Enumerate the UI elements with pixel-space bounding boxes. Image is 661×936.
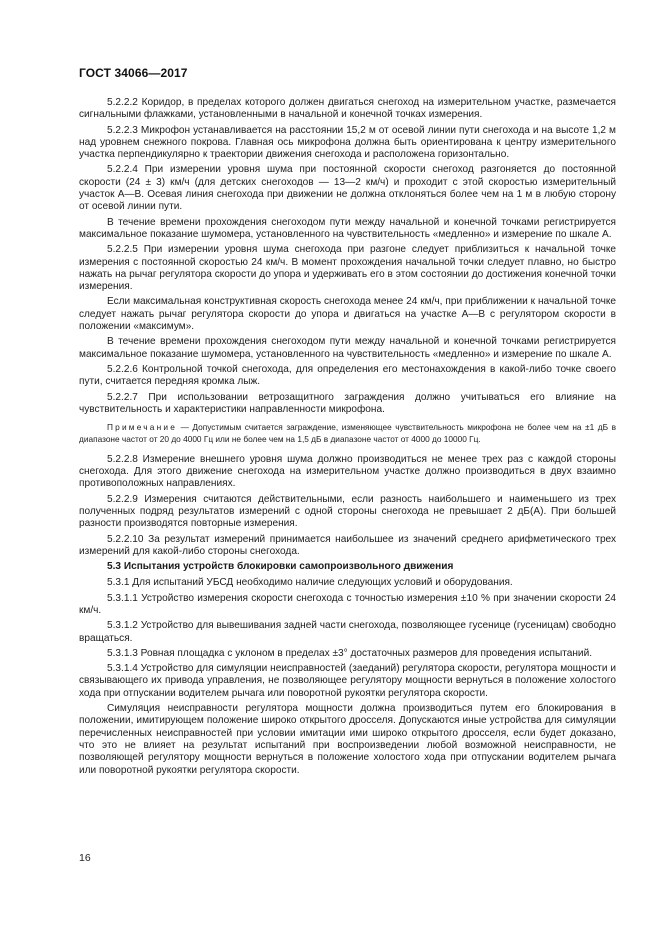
note-label: Примечание: [107, 422, 178, 433]
paragraph-5-3-1-3: 5.3.1.3 Ровная площадка с уклоном в пределах ±3° достаточных размеров для проведения испытаний.: [107, 647, 593, 659]
paragraph-5-2-2-4: 5.2.2.4 При измерении уровня шума при постоянной скорости снегоход разгоняется до постоянной скорости (24 ± 3) км/ч (для детских снегоходов — 13—2 км/ч) и проходит с этой скоростью измерительный участок А—В. Осевая линия снегохода при движении не должна отклоняться более чем на 1 м в любую сторону от осевой линии пути.: [79, 164, 616, 213]
paragraph-5-2-2-7: 5.2.2.7 При использовании ветрозащитного заграждения должно учитываться его влияние на чувствительность и характеристики направленности микрофона.: [79, 391, 616, 415]
section-heading-5-3: 5.3 Испытания устройств блокировки самопроизвольного движения: [107, 561, 454, 573]
document-code-header: ГОСТ 34066—2017: [79, 66, 188, 80]
paragraph-5-2-2-3: 5.2.2.3 Микрофон устанавливается на расстоянии 15,2 м от осевой линии пути снегохода и на высоте 1,2 м над уровнем снежного покрова. Главная ось микрофона должна быть ориентирована к центру измерительного участка перпендикулярно к траектории движения снегохода и расположена горизонтально.: [79, 124, 616, 161]
paragraph-5-2-2-6: 5.2.2.6 Контрольной точкой снегохода, для определения его местонахождения в какой-либо точке своего пути, считается передняя кромка лыж.: [79, 363, 616, 388]
paragraph-max-speed-case: Если максимальная конструктивная скорость снегохода менее 24 км/ч, при приближении к начальной точке следует нажать рычаг регулятора скорости до упора и двигаться на участке А—В с регулятором скорости в положении «максимум».: [79, 296, 616, 333]
note-paragraph: [79, 421, 616, 446]
paragraph-5-2-2-2: 5.2.2.2 Коридор, в пределах которого должен двигаться снегоход на измерительном участке, размечается сигнальными флажками, установленными в начальной и конечной точках измерения.: [79, 97, 616, 121]
paragraph-measurement-registration: В течение времени прохождения снегоходом пути между начальной и конечной точками регистрируется максимальное показание шумомера, установленного на чувствительность «медленно» и измерение по шкале А.: [79, 216, 616, 240]
paragraph-5-2-2-5: 5.2.2.5 При измерении уровня шума снегохода при разгоне следует приблизиться к начальной точке измерения с постоянной скоростью 24 км/ч. В момент прохождения начальной точки следует плавно, но быстро нажать на рычаг регулятора скорости до упора и удерживать его в этом состоянии до достижения конечной точки измерения.: [79, 244, 616, 293]
paragraph-measurement-registration-2: В течение времени прохождения снегоходом пути между начальной и конечной точками регистрируется максимальное показание шумомера, установленного на чувствительность «медленно» и измерение по шкале А.: [79, 336, 616, 360]
paragraph-5-3-1-4: 5.3.1.4 Устройство для симуляции неисправностей (заеданий) регулятора скорости, регулятора мощности и связывающего их привода управления, не позволяющее регулятору мощности вернуться в положение холостого хода при отпускании водителем рычага или поворотной рукоятки регулятора скорости.: [79, 663, 616, 699]
paragraph-5-3-1-1: 5.3.1.1 Устройство измерения скорости снегохода с точностью измерения ±10 % при значении скорости 24 км/ч.: [79, 592, 616, 616]
paragraph-simulation: Симуляция неисправности регулятора мощности должна производиться путем его блокирования в положении, имитирующем положение широко открытого дросселя. Допускаются иные устройства для симуляции перечисленных неисправностей при условии имитации ими широко открытого дросселя, если будет доказано, что это не влияет на результат испытаний при воспроизведении любой возможной неисправности, не позволяющей регулятору мощности вернуться в положение холостого хода при отпускании водителем рычага или поворотной рукоятки регулятора скорости.: [79, 703, 616, 776]
note-text: — Допустимым считается заграждение, изменяющее чувствительность микрофона не более чем на ±1 дБ в диапазоне частот от 20 до 4000 Гц или не более чем на 1,5 дБ в диапазоне частот от 4000 до 10000 Гц.: [79, 422, 616, 445]
paragraph-5-2-2-10: 5.2.2.10 За результат измерений принимается наибольшее из значений среднего арифметического трех измерений для какой-либо стороны снегохода.: [79, 533, 616, 557]
document-body: [79, 97, 616, 780]
page-number: 16: [79, 852, 91, 864]
paragraph-5-2-2-9: 5.2.2.9 Измерения считаются действительными, если разность наибольшего и наименьшего из трех полученных подряд результатов измерений с одной стороны снегохода не превышает 2 дБ(А). При большей разности производятся повторные измерения.: [79, 493, 616, 530]
paragraph-5-3-1-2: 5.3.1.2 Устройство для вывешивания задней части снегохода, позволяющее гусенице (гусеницам) свободно вращаться.: [79, 620, 616, 644]
paragraph-5-3-1: 5.3.1 Для испытаний УБСД необходимо наличие следующих условий и оборудования.: [107, 577, 513, 589]
paragraph-5-2-2-8: 5.2.2.8 Измерение внешнего уровня шума должно производиться не менее трех раз с каждой стороны снегохода. Для этого движение снегохода на измерительном участке должно производиться в двух взаимно противоположных направлениях.: [79, 453, 616, 490]
